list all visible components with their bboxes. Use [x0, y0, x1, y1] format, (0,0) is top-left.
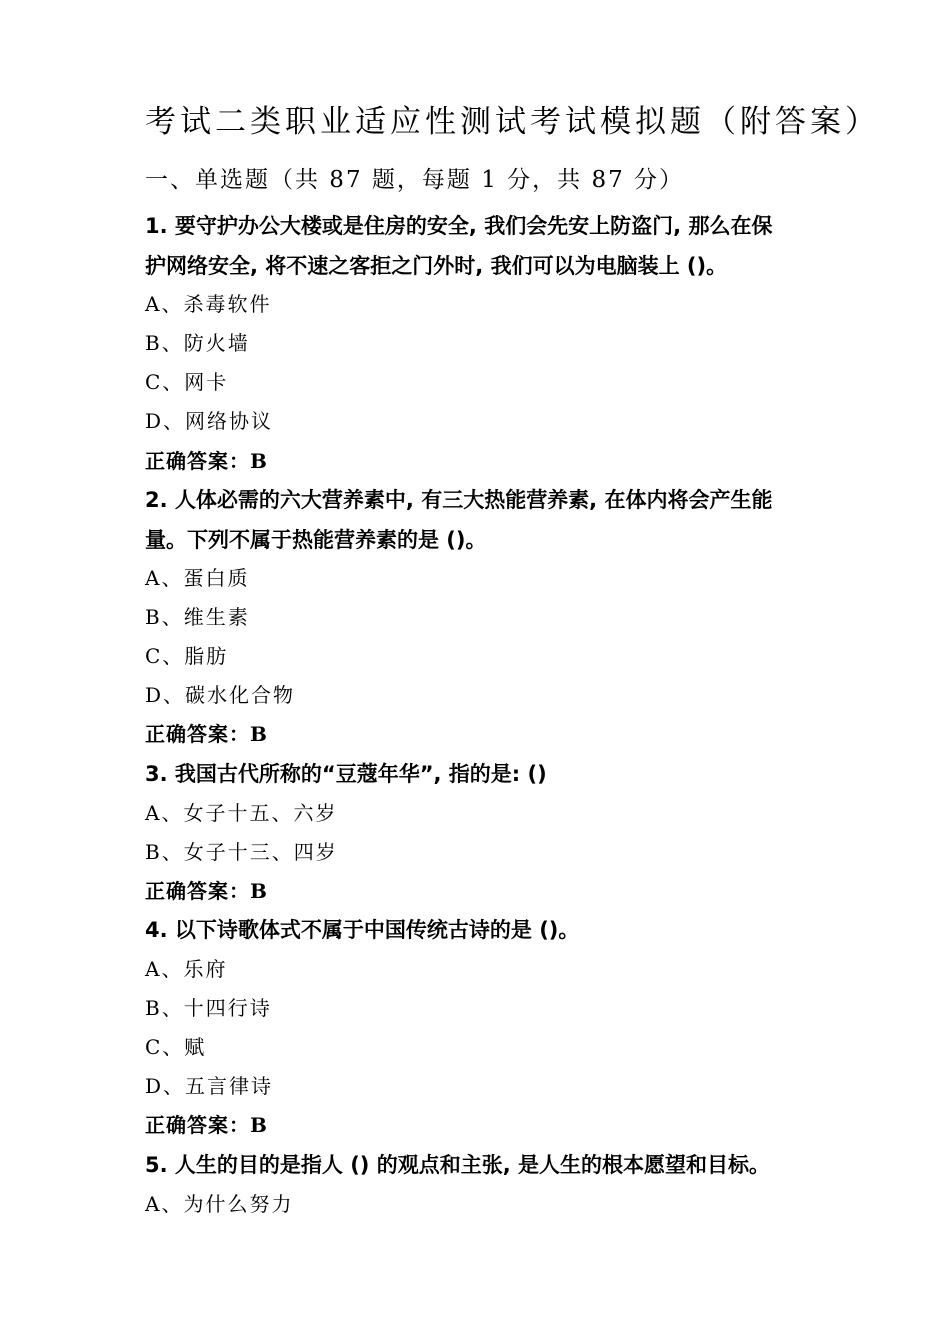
question-4-answer: 正确答案：B [145, 1113, 268, 1137]
question-1-option-a: A、杀毒软件 [145, 292, 272, 316]
question-5-text-line-1: 5. 人生的目的是指人 () 的观点和主张, 是人生的根本愿望和目标。 [145, 1153, 771, 1177]
question-4-option-b: B、十四行诗 [145, 996, 272, 1020]
question-3-answer: 正确答案：B [145, 879, 268, 903]
question-2-answer: 正确答案：B [145, 722, 268, 746]
question-1-text-line-1: 1. 要守护办公大楼或是住房的安全, 我们会先安上防盗门, 那么在保 [145, 214, 773, 238]
question-4-option-d: D、五言律诗 [145, 1074, 274, 1098]
question-1-option-c: C、网卡 [145, 370, 229, 394]
question-4-option-a: A、乐府 [145, 957, 228, 981]
question-4-option-c: C、赋 [145, 1035, 207, 1059]
question-2-option-b: B、维生素 [145, 605, 250, 629]
question-1-text-line-2: 护网络安全, 将不速之客拒之门外时, 我们可以为电脑装上 ()。 [145, 254, 728, 278]
question-1-option-d: D、网络协议 [145, 409, 274, 433]
question-1-answer: 正确答案：B [145, 449, 268, 473]
document-title: 考试二类职业适应性测试考试模拟题（附答案） [145, 104, 880, 140]
question-2-text-line-2: 量。下列不属于热能营养素的是 ()。 [145, 528, 487, 552]
question-2-option-d: D、碳水化合物 [145, 683, 296, 707]
question-4-text-line-1: 4. 以下诗歌体式不属于中国传统古诗的是 ()。 [145, 918, 580, 942]
question-1-option-b: B、防火墙 [145, 331, 250, 355]
question-3-option-a: A、女子十五、六岁 [145, 801, 338, 825]
question-3-text-line-1: 3. 我国古代所称的“豆蔻年华”, 指的是: () [145, 762, 547, 786]
question-2-option-c: C、脂肪 [145, 644, 229, 668]
question-3-option-b: B、女子十三、四岁 [145, 840, 338, 864]
question-5-option-a: A、为什么努力 [145, 1192, 294, 1216]
question-2-option-a: A、蛋白质 [145, 566, 250, 590]
question-2-text-line-1: 2. 人体必需的六大营养素中, 有三大热能营养素, 在体内将会产生能 [145, 488, 773, 512]
section-heading: 一、单选题（共 87 题，每题 1 分，共 87 分） [145, 167, 685, 193]
